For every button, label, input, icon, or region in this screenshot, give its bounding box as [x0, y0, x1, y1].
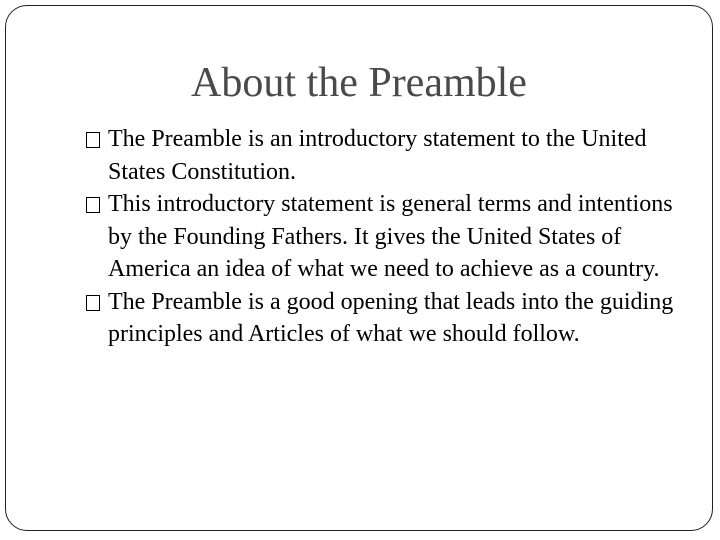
placeholder-box-icon	[86, 197, 100, 213]
bullet-text: The Preamble is a good opening that leads into the guiding principles and Articles of what we should follow.	[108, 288, 674, 347]
bullet-item	[86, 286, 691, 351]
slide-title: About the Preamble	[191, 60, 527, 106]
bullet-text: The Preamble is an introductory statement to the United States Constitution.	[108, 126, 647, 185]
bullet-text: This introductory statement is general terms and intentions by the Founding Fathers. It gives the United States of America an idea of what we need to achieve as a country.	[108, 191, 673, 282]
bullet-item	[86, 188, 691, 286]
slide-frame	[5, 5, 713, 531]
bullet-list	[86, 123, 691, 351]
placeholder-box-icon	[86, 132, 100, 148]
bullet-item	[86, 123, 691, 188]
placeholder-box-icon	[86, 295, 100, 311]
